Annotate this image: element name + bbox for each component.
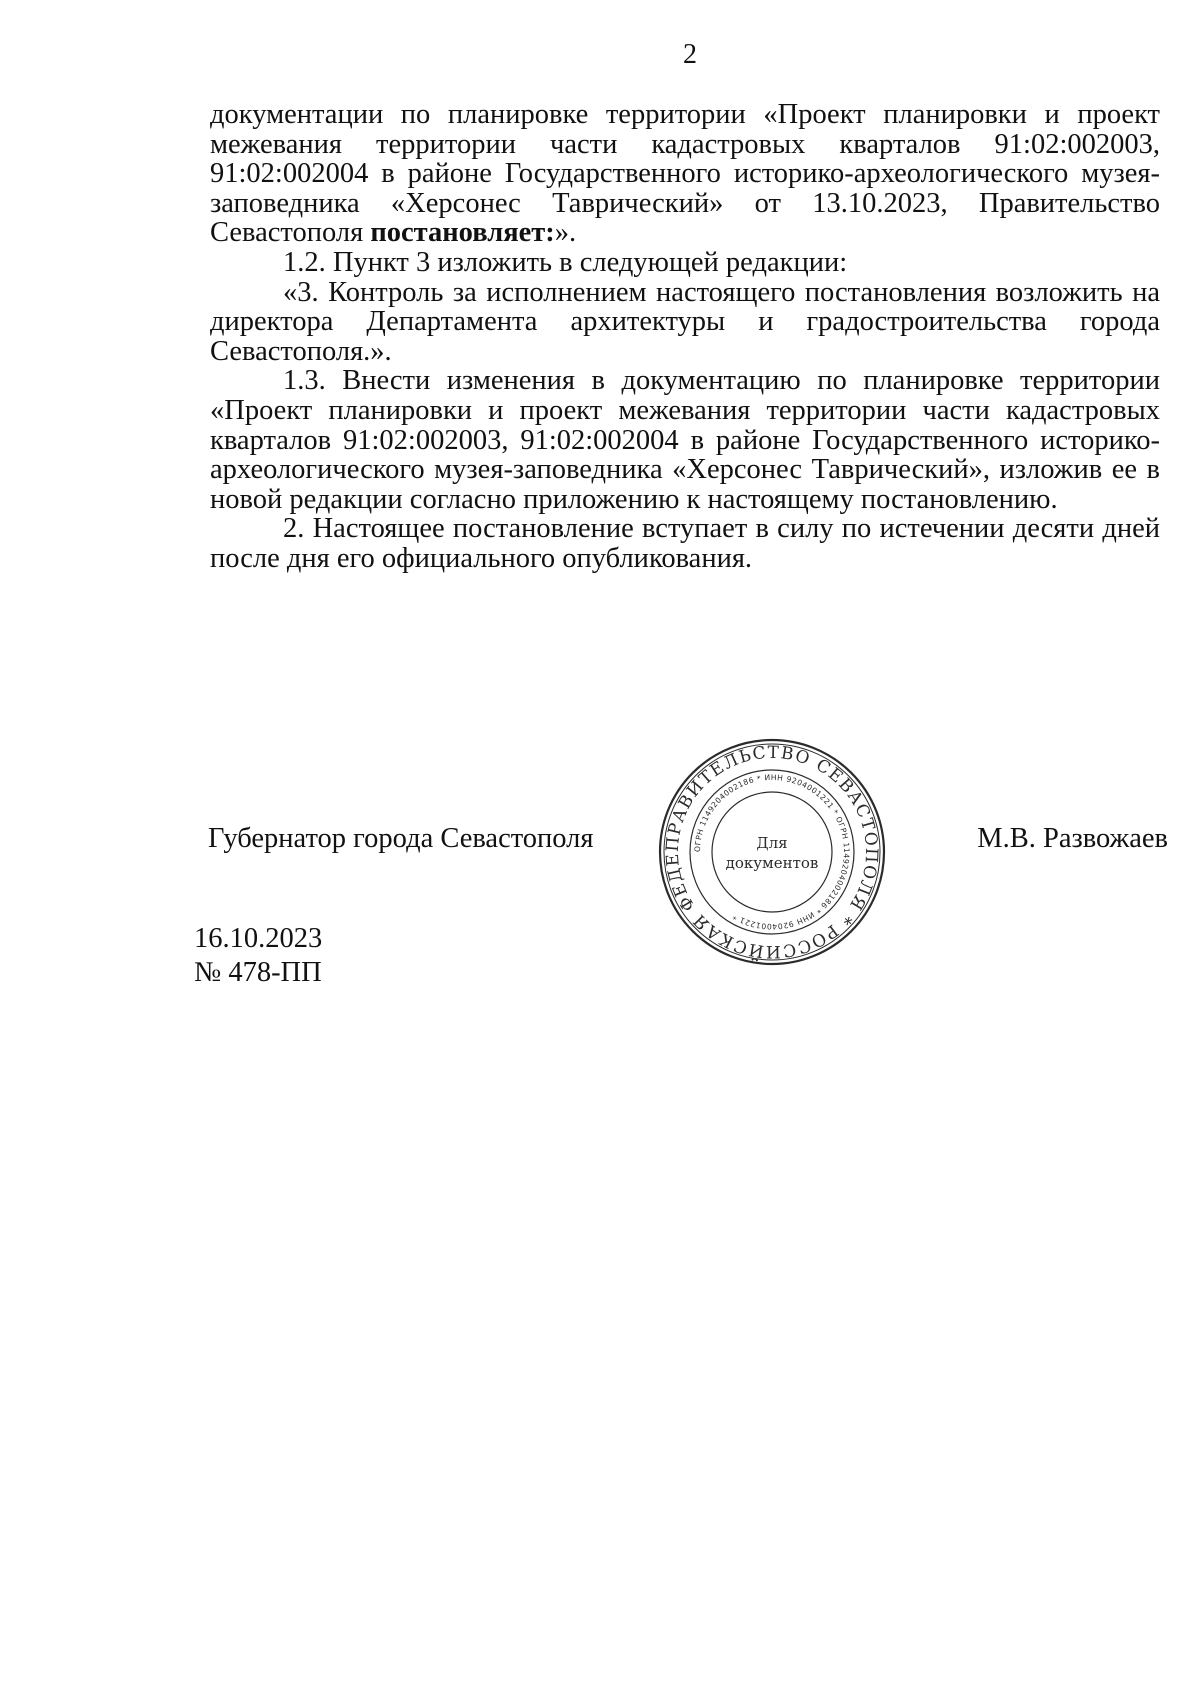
signatory-name: М.В. Развожаев: [977, 823, 1168, 854]
resolves-keyword: постановляет:: [370, 217, 555, 249]
decree-body: [210, 100, 1160, 574]
seal-inner-text: ОГРН 1149204002186 * ИНН 9204001221 * ОГРН 1149204002186 * ИНН 9204001221 *: [692, 772, 852, 932]
page-number: 2: [683, 39, 697, 70]
paragraph-item-3-quote: «3. Контроль за исполнением настоящего постановления возложить на директора Департамента архитектуры и градостроительства города Севастополя.».: [210, 276, 1160, 367]
paragraph-item-2: 2. Настоящее постановление вступает в силу по истечении десяти дней после дня его официального опубликования.: [210, 513, 1160, 574]
paragraph-continuation: [210, 100, 1160, 248]
signatory-position: Губернатор города Севастополя: [208, 823, 594, 854]
document-number: № 478-ПП: [194, 957, 322, 988]
seal-graphic: [656, 736, 888, 968]
seal-center-line-2: документов: [725, 854, 819, 872]
paragraph-item-1-3: 1.3. Внести изменения в документацию по планировке территории «Проект планировки и проект межевания территории части кадастровых кварталов 91:02:002003, 91:02:002004 в районе Государственного историко-археологического музея-заповедника «Херсонес Таврический», изложив ее в новой редакции согласно приложению к настоящему постановлению.: [210, 365, 1160, 515]
document-date: 16.10.2023: [194, 923, 323, 954]
official-seal: [656, 736, 888, 968]
seal-inner-border: [712, 792, 832, 912]
seal-center-line-1: Для: [756, 834, 788, 852]
paragraph-item-1-2: 1.2. Пункт 3 изложить в следующей редакции:: [283, 246, 848, 278]
seal-middle-border: [690, 770, 854, 934]
paragraph-text: документации по планировке территории «Проект планировки и проект межевания территории части кадастровых кварталов 91:02:002003, 91:02:002004 в районе Государственного историко-археологического музея-заповедника «Херсонес Таврический» от 13.10.2023, Правительство Севастополя: [210, 99, 1160, 249]
seal-outer-text: ПРАВИТЕЛЬСТВО СЕВАСТОПОЛЯ * РОССИЙСКАЯ ФЕДЕ: [662, 742, 882, 962]
paragraph-tail: ».: [554, 217, 577, 249]
document-registration: [194, 922, 322, 990]
